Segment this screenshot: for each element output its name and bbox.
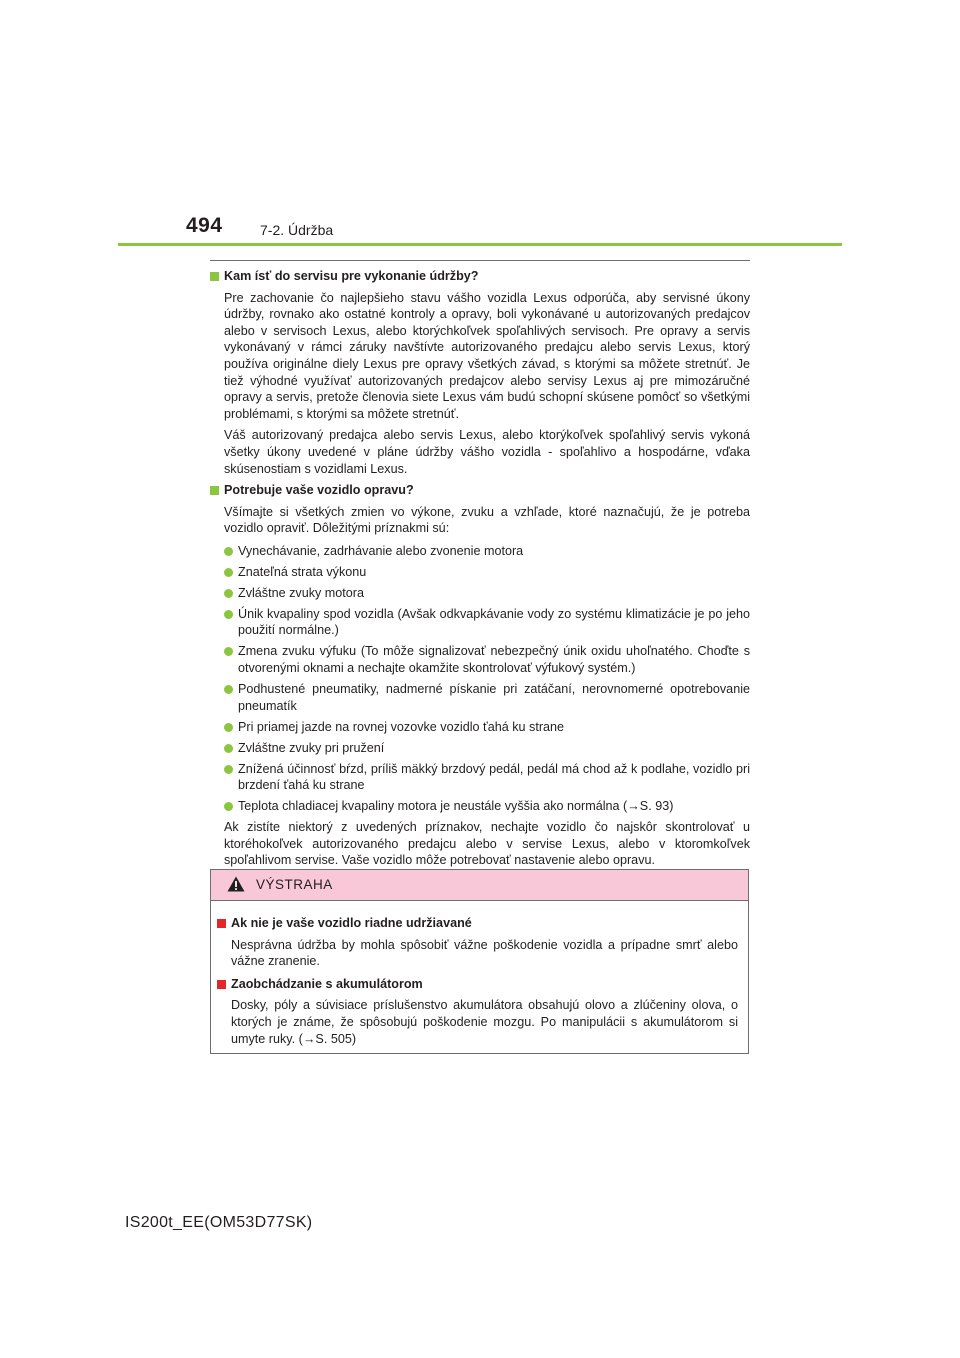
section-heading: Potrebuje vaše vozidlo opravu?	[210, 482, 750, 499]
circle-bullet-icon	[224, 568, 233, 577]
list-item: Pri priamej jazde na rovnej vozovke vozidlo ťahá ku strane	[224, 719, 750, 736]
list-item: Teplota chladiacej kvapaliny motora je neustále vyššia ako normálna (→S. 93)	[224, 798, 750, 815]
warning-box	[210, 869, 749, 1054]
paragraph: Všímajte si všetkých zmien vo výkone, zvuku a vzhľade, ktoré naznačujú, že je potreba vozidlo opraviť. Dôležitými príznakmi sú:	[224, 504, 750, 536]
paragraph: Pre zachovanie čo najlepšieho stavu vášho vozidla Lexus odporúča, aby servisné úkony údržby, rovnako ako ostatné kontroly a opravy, boli vykonávané u autorizovaných predajcov alebo v servisoch Lexus, alebo ktorýchkoľvek spoľahlivých servisoch. Pre opravy a servis vykonávaný v rámci záruky navštívte autorizovaného predajcu alebo servis Lexus, ktorý používa originálne diely Lexus pre opravy všetkých závad, s ktorými sa môžete stretnúť. Je tiež výhodné využívať autorizovaných predajcov alebo servisy Lexus aj pre mimozáručné opravy a servis, pretože členovia siete Lexus vám budú schopní skúsene pomôcť so všetkými problémami, s ktorými sa môžete stretnúť.	[224, 290, 750, 421]
square-bullet-icon	[210, 272, 219, 281]
circle-bullet-icon	[224, 685, 233, 694]
manual-code: IS200t_EE(OM53D77SK)	[125, 1214, 313, 1231]
square-bullet-icon	[210, 486, 219, 495]
list-item: Znížená účinnosť bŕzd, príliš mäkký brzdový pedál, pedál má chod až k podlahe, vozidlo pri brzdení ťahá ku strane	[224, 761, 750, 794]
list-item: Zvláštne zvuky motora	[224, 585, 750, 602]
warning-item-text: Nesprávna údržba by mohla spôsobiť vážne poškodenie vozidla a prípadne smrť alebo vážne zranenie.	[231, 937, 738, 969]
list-item: Zvláštne zvuky pri pružení	[224, 740, 750, 757]
paragraph: Váš autorizovaný predajca alebo servis Lexus, alebo ktorýkoľvek spoľahlivý servis vykoná všetky úkony uvedené v pláne údržby vášho vozidla - spoľahlivo a hospodárne, vďaka skúsenostiam s vozidlami Lexus.	[224, 428, 750, 476]
circle-bullet-icon	[224, 744, 233, 753]
warning-item	[217, 915, 738, 970]
page-number: 494	[186, 214, 223, 237]
warning-item-text: Dosky, póly a súvisiace príslušenstvo akumulátora obsahujú olovo a zlúčeniny olova, o ktorých je známe, že spôsobujú poškodenie mozgu. Po manipulácii s akumulátorom si umyte ruky. (→S. 505)	[231, 998, 738, 1046]
warning-item-heading: Ak nie je vaše vozidlo riadne udržiavané	[217, 915, 738, 932]
warning-body	[211, 901, 748, 1047]
circle-bullet-icon	[224, 802, 233, 811]
circle-bullet-icon	[224, 765, 233, 774]
section-where-to-service	[210, 268, 750, 477]
paragraph: Ak zistíte niektorý z uvedených príznakov, nechajte vozidlo čo najskôr skontrolovať u ktoréhokoľvek autorizovaného predajcu alebo v servise Lexus, alebo v ktoromkoľvek spoľahlivom servise. Vaše vozidlo môže potrebovať nastavenie alebo opravu.	[224, 820, 750, 868]
square-bullet-icon	[217, 919, 226, 928]
section-heading: Kam ísť do servisu pre vykonanie údržby?	[210, 268, 750, 285]
list-item: Vynechávanie, zadrhávanie alebo zvonenie motora	[224, 543, 750, 560]
circle-bullet-icon	[224, 589, 233, 598]
warning-title: VÝSTRAHA	[256, 877, 333, 892]
circle-bullet-icon	[224, 647, 233, 656]
list-item: Zmena zvuku výfuku (To môže signalizovať nebezpečný únik oxidu uhoľnatého. Choďte s otvorenými oknami a nechajte okamžite skontrolovať výfukový systém.)	[224, 643, 750, 676]
square-bullet-icon	[217, 980, 226, 989]
warning-item-heading: Zaobchádzanie s akumulátorom	[217, 976, 738, 993]
header-divider	[118, 243, 842, 246]
circle-bullet-icon	[224, 610, 233, 619]
warning-item	[217, 976, 738, 1047]
symptom-list	[224, 543, 750, 815]
circle-bullet-icon	[224, 547, 233, 556]
list-item: Podhustené pneumatiky, nadmerné pískanie pri zatáčaní, nerovnomerné opotrebovanie pneumatík	[224, 681, 750, 714]
list-item: Znateľná strata výkonu	[224, 564, 750, 581]
main-content	[210, 268, 750, 874]
section-needs-repair	[210, 482, 750, 869]
warning-triangle-icon	[227, 876, 245, 892]
warning-header	[211, 870, 748, 901]
circle-bullet-icon	[224, 723, 233, 732]
section-title: 7-2. Údržba	[260, 222, 334, 238]
content-top-divider	[210, 260, 750, 261]
list-item: Únik kvapaliny spod vozidla (Avšak odkvapkávanie vody zo systému klimatizácie je po jeho použití normálne.)	[224, 606, 750, 639]
